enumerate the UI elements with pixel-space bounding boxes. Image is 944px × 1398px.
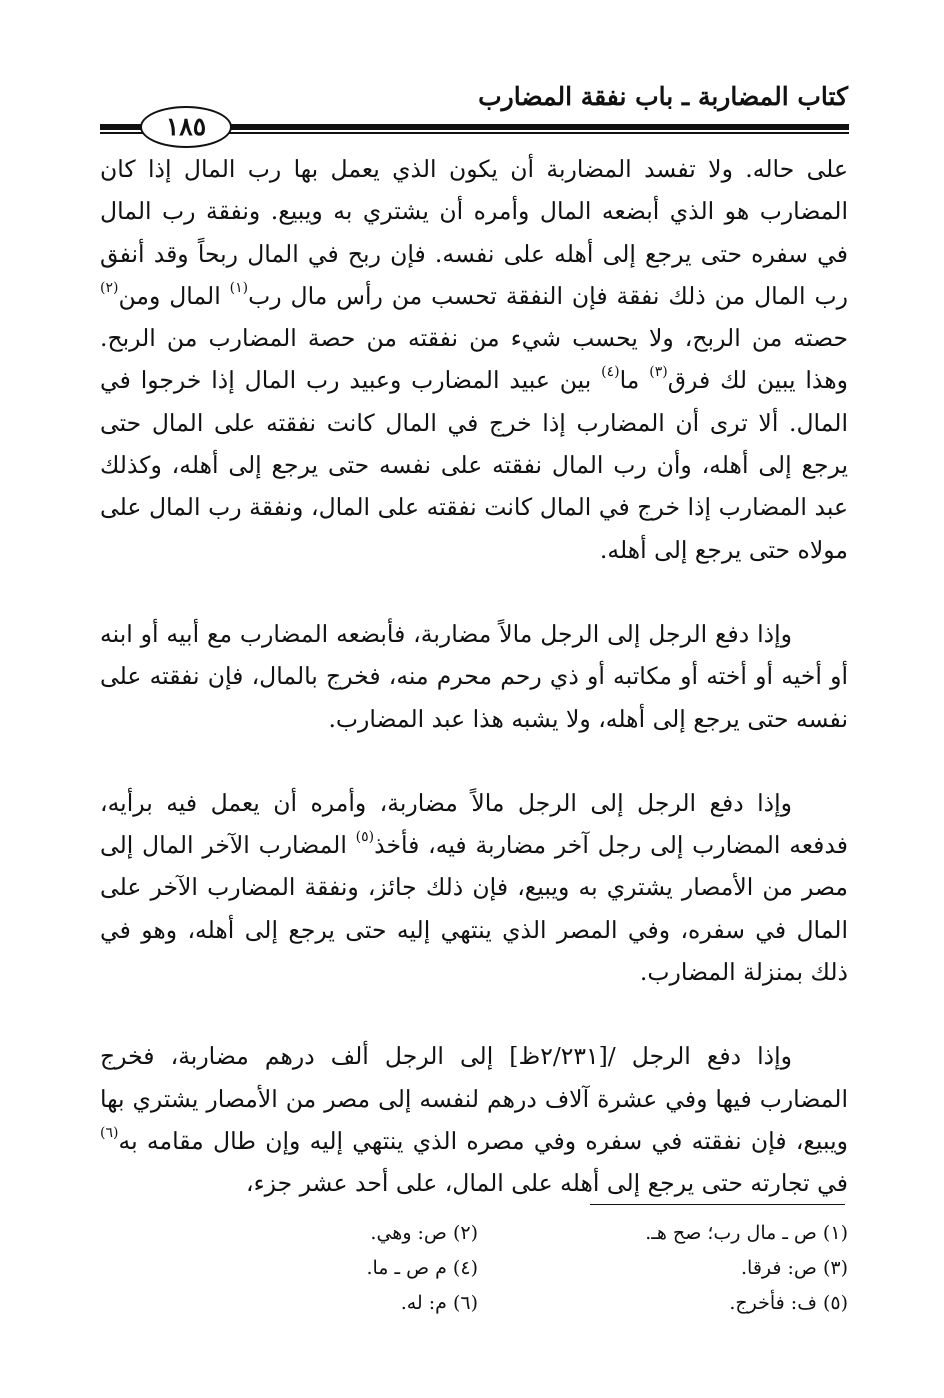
footnote-ref-4: (٤) (601, 364, 620, 381)
footnote-ref-6: (٦) (100, 1125, 119, 1142)
p4-text-1: وإذا دفع الرجل /[٢/٢٣١ظ] إلى الرجل ألف درهم مضاربة، فخرج المضارب فيها وفي عشرة آلاف درهم لنفسه إلى مصر من الأمصار يشتري بها ويبيع، فإن نفقته في سفره وفي مصره الذي ينتهي إليه وإن طال مقامه به (100, 1042, 848, 1155)
footnote-row (100, 1251, 848, 1286)
main-text (100, 148, 848, 1205)
footnote-ref-3: (٣) (649, 364, 668, 381)
p1-text-2: المال ومن (118, 281, 230, 310)
footnote-ref-5: (٥) (355, 829, 375, 846)
footnote-5: (٥) ف: فأخرج. (729, 1292, 848, 1314)
footnote-6: (٦) م: له. (400, 1292, 478, 1314)
footnote-row (100, 1286, 848, 1321)
footnote-row (100, 1216, 848, 1251)
footnote-2: (٢) ص: وهي. (370, 1222, 478, 1244)
footnote-1: (١) ص ـ مال رب؛ صح هـ. (645, 1222, 848, 1244)
running-title: كتاب المضاربة ـ باب نفقة المضارب (478, 82, 848, 111)
footnote-ref-2: (٢) (100, 280, 119, 296)
p4-text-2: في تجارته حتى يرجع إلى أهله على المال، على أحد عشر جزء، (245, 1169, 848, 1198)
p3-text-1: وإذا دفع الرجل إلى الرجل مالاً مضاربة، وأمره أن يعمل فيه برأيه، فدفعه المضارب إلى رجل آخر مضاربة فيه، فأخذ (100, 788, 848, 860)
paragraph-3 (100, 782, 848, 993)
paragraph-2: وإذا دفع الرجل إلى الرجل مالاً مضاربة، فأبضعه المضارب مع أبيه أو ابنه أو أخيه أو أخته أو مكاتبه أو ذي رحم محرم منه، فخرج بالمال، فإن نفقته على نفسه حتى يرجع إلى أهله، ولا يشبه هذا عبد المضارب. (100, 619, 848, 733)
footnote-3: (٣) ص: فرقا. (741, 1257, 848, 1279)
p3-text-2: المضارب الآخر المال إلى مصر من الأمصار يشتري به ويبيع، فإن ذلك جائز، ونفقة المضارب الآخر على المال في سفره، وفي المصر الذي ينتهي إليه حتى يرجع إلى أهله، وهو في ذلك بمنزلة المضارب. (100, 831, 848, 987)
p1-text-1: على حاله. ولا تفسد المضاربة أن يكون الذي يعمل بها رب المال إذا كان المضارب هو الذي أبضعه المال وأمره أن يشتري به ويبيع. ونفقة رب المال في سفره حتى يرجع إلى أهله على نفسه. فإن ربح في المال ربحاً وقد أنفق رب المال من ذلك نفقة فإن النفقة تحسب من رأس مال رب (100, 155, 848, 310)
page-number: ١٨٥ (140, 106, 232, 148)
footnote-4: (٤) م ص ـ ما. (366, 1257, 478, 1279)
p1-text-5: بين عبيد المضارب وعبيد رب المال إذا خرجوا في المال. ألا ترى أن المضارب إذا خرج في المال كانت نفقته على المال حتى يرجع إلى أهله، وأن رب المال نفقته على نفسه حتى يرجع إلى أهله، وكذلك عبد المضارب إذا خرج في المال كانت نفقته على المال، ونفقة رب المال على مولاه حتى يرجع إلى أهله. (100, 366, 848, 564)
footnote-separator (590, 1204, 845, 1205)
footnote-ref-1: (١) (229, 280, 249, 296)
paragraph-1 (100, 148, 848, 571)
p1-text-4: ما (619, 366, 650, 395)
paragraph-4 (100, 1035, 848, 1204)
p1-text-3: حصته من الربح، ولا يحسب شيء من نفقته من حصة المضارب من الربح. وهذا يبين لك فرق (100, 324, 849, 395)
footnotes (100, 1216, 848, 1321)
